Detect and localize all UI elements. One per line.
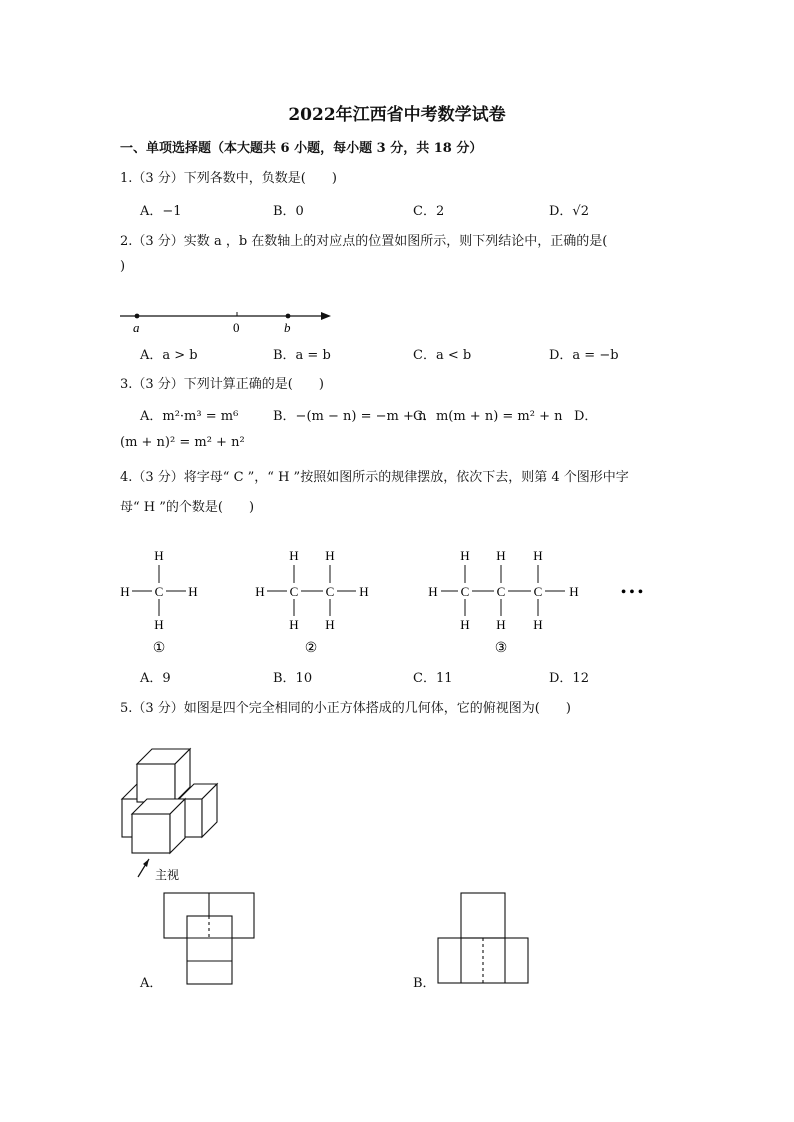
front-view-label: 主视 <box>155 868 180 882</box>
question-3-option-b: B．−(m − n) = −m + n <box>273 409 427 424</box>
svg-text:H: H <box>359 584 369 599</box>
ellipsis: • • • <box>621 585 643 600</box>
question-2-option-b: B．a = b <box>273 348 331 363</box>
figure-label-1: ① <box>152 641 166 656</box>
svg-text:H: H <box>154 548 164 563</box>
svg-text:H: H <box>496 617 506 632</box>
svg-text:C: C <box>325 584 335 599</box>
svg-text:C: C <box>289 584 299 599</box>
question-2-stem: 2.（3 分）实数 a ，b 在数轴上的对应点的位置如图所示，则下列结论中，正确的是( <box>120 234 608 249</box>
number-line-figure <box>118 306 338 336</box>
svg-text:H: H <box>154 617 164 632</box>
svg-text:H: H <box>120 584 130 599</box>
question-3-option-a: A．m²·m³ = m⁶ <box>140 409 239 424</box>
option-a-figure <box>160 890 260 990</box>
svg-text:C: C <box>460 584 470 599</box>
question-4-option-b: B．10 <box>273 671 313 686</box>
figure-label-3: ③ <box>494 641 508 656</box>
molecule-figure <box>110 540 670 662</box>
svg-text:H: H <box>533 548 543 563</box>
svg-text:H: H <box>533 617 543 632</box>
question-4-option-c: C．11 <box>413 671 453 686</box>
svg-text:H: H <box>569 584 579 599</box>
figure-label-2: ② <box>304 641 318 656</box>
point-a <box>135 314 140 319</box>
label-zero: 0 <box>233 320 240 335</box>
cube-stack-figure <box>115 745 235 890</box>
option-b-figure <box>433 890 533 990</box>
question-2-option-d: D．a = −b <box>549 348 619 363</box>
svg-text:C: C <box>533 584 543 599</box>
svg-text:H: H <box>289 548 299 563</box>
question-1-option-b: B．0 <box>273 204 304 219</box>
label-a: a <box>133 320 140 335</box>
svg-text:H: H <box>460 548 470 563</box>
number-line-arrow <box>321 312 331 320</box>
question-3-option-d-expression: (m + n)² = m² + n² <box>120 435 245 450</box>
svg-text:H: H <box>325 617 335 632</box>
question-5-stem: 5.（3 分）如图是四个完全相同的小正方体搭成的几何体，它的俯视图为( ) <box>120 701 571 716</box>
svg-text:H: H <box>496 548 506 563</box>
section-heading: 一、单项选择题（本大题共 6 小题，每小题 3 分，共 18 分） <box>120 141 483 156</box>
svg-text:H: H <box>255 584 265 599</box>
svg-text:C: C <box>496 584 506 599</box>
question-3-option-c: C．m(m + n) = m² + n <box>413 409 563 424</box>
question-4-stem: 4.（3 分）将字母“ C ”，“ H ”按照如图所示的规律摆放，依次下去，则第 4 个图形中字 <box>120 470 629 485</box>
svg-text:H: H <box>460 617 470 632</box>
question-4-option-a: A．9 <box>140 671 171 686</box>
question-3-option-d: D． <box>574 409 598 424</box>
question-5-option-a: A． <box>140 976 163 991</box>
question-3-stem: 3.（3 分）下列计算正确的是( ) <box>120 377 324 392</box>
question-2-stem-cont: ) <box>120 259 126 274</box>
svg-text:H: H <box>325 548 335 563</box>
svg-text:H: H <box>289 617 299 632</box>
question-4-stem-cont: 母“ H ”的个数是( ) <box>120 500 255 515</box>
label-b: b <box>284 320 291 335</box>
question-1-option-a: A．−1 <box>140 204 182 219</box>
question-4-option-d: D．12 <box>549 671 589 686</box>
svg-text:C: C <box>154 584 164 599</box>
page-title: 2022年江西省中考数学试卷 <box>288 105 506 125</box>
question-2-option-c: C．a < b <box>413 348 472 363</box>
question-1-option-c: C．2 <box>413 204 445 219</box>
point-b <box>286 314 291 319</box>
question-5-option-b: B． <box>413 976 436 991</box>
question-1-option-d: D．√2 <box>549 204 589 219</box>
svg-text:H: H <box>428 584 438 599</box>
question-1-stem: 1.（3 分）下列各数中，负数是( ) <box>120 171 337 186</box>
svg-text:H: H <box>188 584 198 599</box>
question-2-option-a: A．a > b <box>140 348 198 363</box>
